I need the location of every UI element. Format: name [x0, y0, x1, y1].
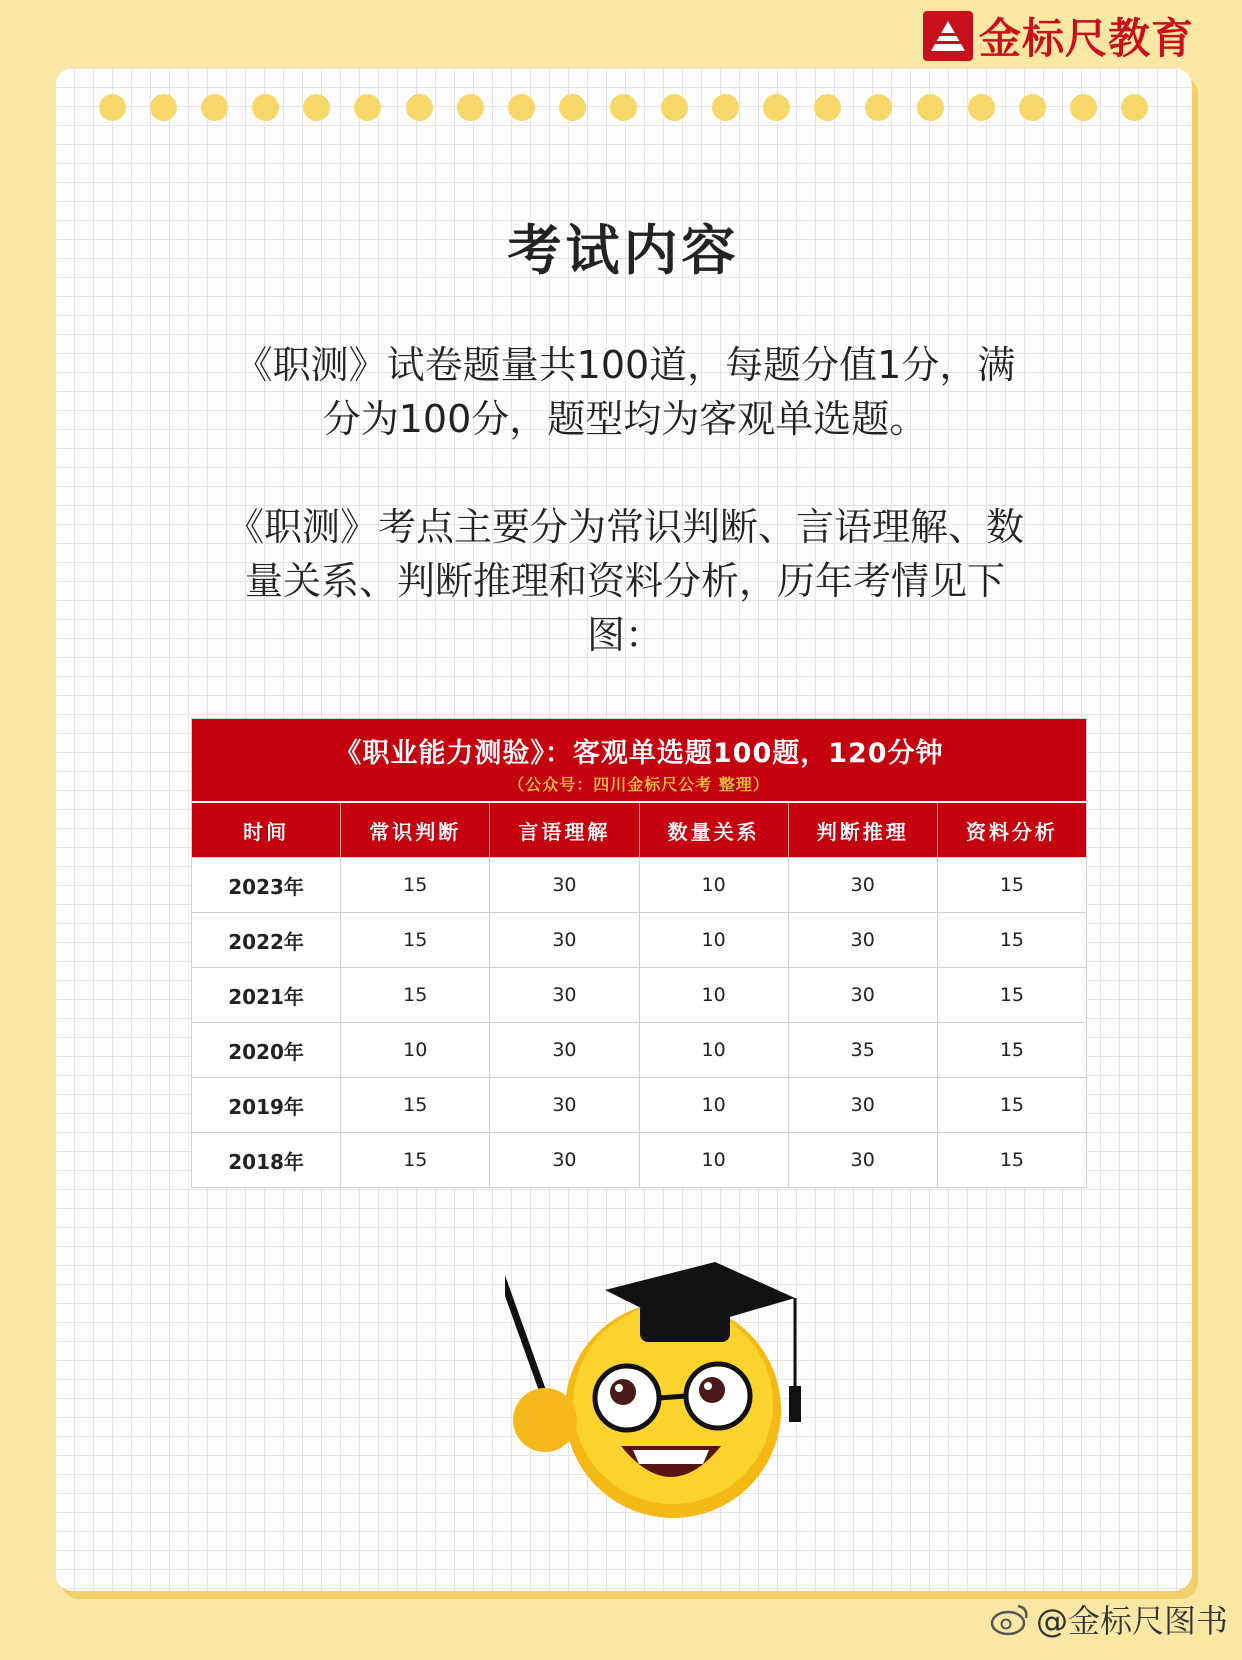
table-cell: 10: [639, 1133, 788, 1187]
ring-dot: [559, 94, 586, 121]
table-cell: 10: [639, 913, 788, 967]
ring-dot: [1121, 94, 1148, 121]
table-column-headers: [192, 803, 1086, 857]
weibo-watermark: [990, 1596, 1228, 1642]
table-title: 《职业能力测验》：客观单选题100题，120分钟: [334, 738, 944, 769]
table-row: [192, 1077, 1086, 1132]
ring-dot: [865, 94, 892, 121]
ring-dot: [457, 94, 484, 121]
intro-paragraph: 《职测》试卷题量共100道，每题分值1分，满分为100分，题型均为客观单选题。: [234, 343, 1016, 441]
exam-table: [191, 718, 1087, 1188]
column-header: 判断推理: [788, 803, 937, 857]
ring-dot: [1070, 94, 1097, 121]
table-cell: 15: [937, 858, 1086, 912]
column-header: 数量关系: [639, 803, 788, 857]
weibo-handle: @金标尺图书: [1035, 1602, 1228, 1640]
table-cell: 15: [340, 913, 489, 967]
table-cell: 15: [937, 1023, 1086, 1077]
table-cell: 2019年: [228, 1094, 304, 1119]
column-header: 资料分析: [937, 803, 1086, 857]
table-cell: 10: [340, 1023, 489, 1077]
table-cell: 15: [340, 1078, 489, 1132]
table-cell: 15: [340, 858, 489, 912]
table-cell: 35: [788, 1023, 937, 1077]
table-cell: 30: [788, 913, 937, 967]
ring-dot: [201, 94, 228, 121]
pyramid-logo-icon: [923, 11, 973, 61]
table-cell: 2018年: [228, 1149, 304, 1174]
column-header: 时间: [243, 819, 290, 844]
table-cell: 30: [489, 1078, 638, 1132]
brand-name: 金标尺教育: [978, 14, 1194, 63]
table-cell: 30: [489, 1023, 638, 1077]
table-cell: 15: [937, 913, 1086, 967]
table-row: [192, 912, 1086, 967]
ring-dot: [917, 94, 944, 121]
table-row: [192, 1132, 1086, 1187]
table-cell: 30: [788, 1133, 937, 1187]
table-row: [192, 857, 1086, 912]
ring-dot: [661, 94, 688, 121]
table-cell: 15: [340, 1133, 489, 1187]
ring-dot: [508, 94, 535, 121]
table-cell: 15: [937, 968, 1086, 1022]
column-header: 常识判断: [340, 803, 489, 857]
table-cell: 15: [340, 968, 489, 1022]
table-cell: 10: [639, 1078, 788, 1132]
table-row: [192, 1022, 1086, 1077]
ring-dot: [968, 94, 995, 121]
table-cell: 2022年: [228, 929, 304, 954]
page-title: 考试内容: [507, 219, 740, 282]
column-header: 言语理解: [489, 803, 638, 857]
table-cell: 15: [937, 1078, 1086, 1132]
ring-dot: [303, 94, 330, 121]
ring-dot: [1019, 94, 1046, 121]
table-cell: 30: [489, 1133, 638, 1187]
ring-dot: [99, 94, 126, 121]
ring-dot: [763, 94, 790, 121]
table-cell: 15: [937, 1133, 1086, 1187]
table-cell: 2021年: [228, 984, 304, 1009]
table-cell: 2023年: [228, 874, 304, 899]
table-cell: 2020年: [228, 1039, 304, 1064]
ring-dot: [354, 94, 381, 121]
table-cell: 30: [788, 1078, 937, 1132]
ring-dot: [252, 94, 279, 121]
table-cell: 30: [489, 858, 638, 912]
topics-paragraph: 《职测》考点主要分为常识判断、言语理解、数量关系、判断推理和资料分析，历年考情见下图：: [225, 505, 1024, 657]
ring-dot: [150, 94, 177, 121]
table-cell: 30: [489, 968, 638, 1022]
ring-dot: [406, 94, 433, 121]
table-cell: 10: [639, 968, 788, 1022]
table-cell: 30: [489, 913, 638, 967]
table-cell: 10: [639, 1023, 788, 1077]
ring-dot: [610, 94, 637, 121]
table-cell: 10: [639, 858, 788, 912]
table-cell: 30: [788, 858, 937, 912]
table-row: [192, 967, 1086, 1022]
ring-dot: [814, 94, 841, 121]
table-header: [192, 719, 1086, 803]
content-card: [55, 68, 1192, 1591]
ring-dot: [712, 94, 739, 121]
notebook-rings: [99, 94, 1148, 121]
graduate-emoji-pointer-icon: [505, 1258, 825, 1552]
weibo-icon: [990, 1602, 1030, 1636]
brand-header: [923, 10, 1194, 62]
table-cell: 30: [788, 968, 937, 1022]
table-subtitle: （公众号：四川金标尺公考 整理）: [508, 775, 770, 794]
